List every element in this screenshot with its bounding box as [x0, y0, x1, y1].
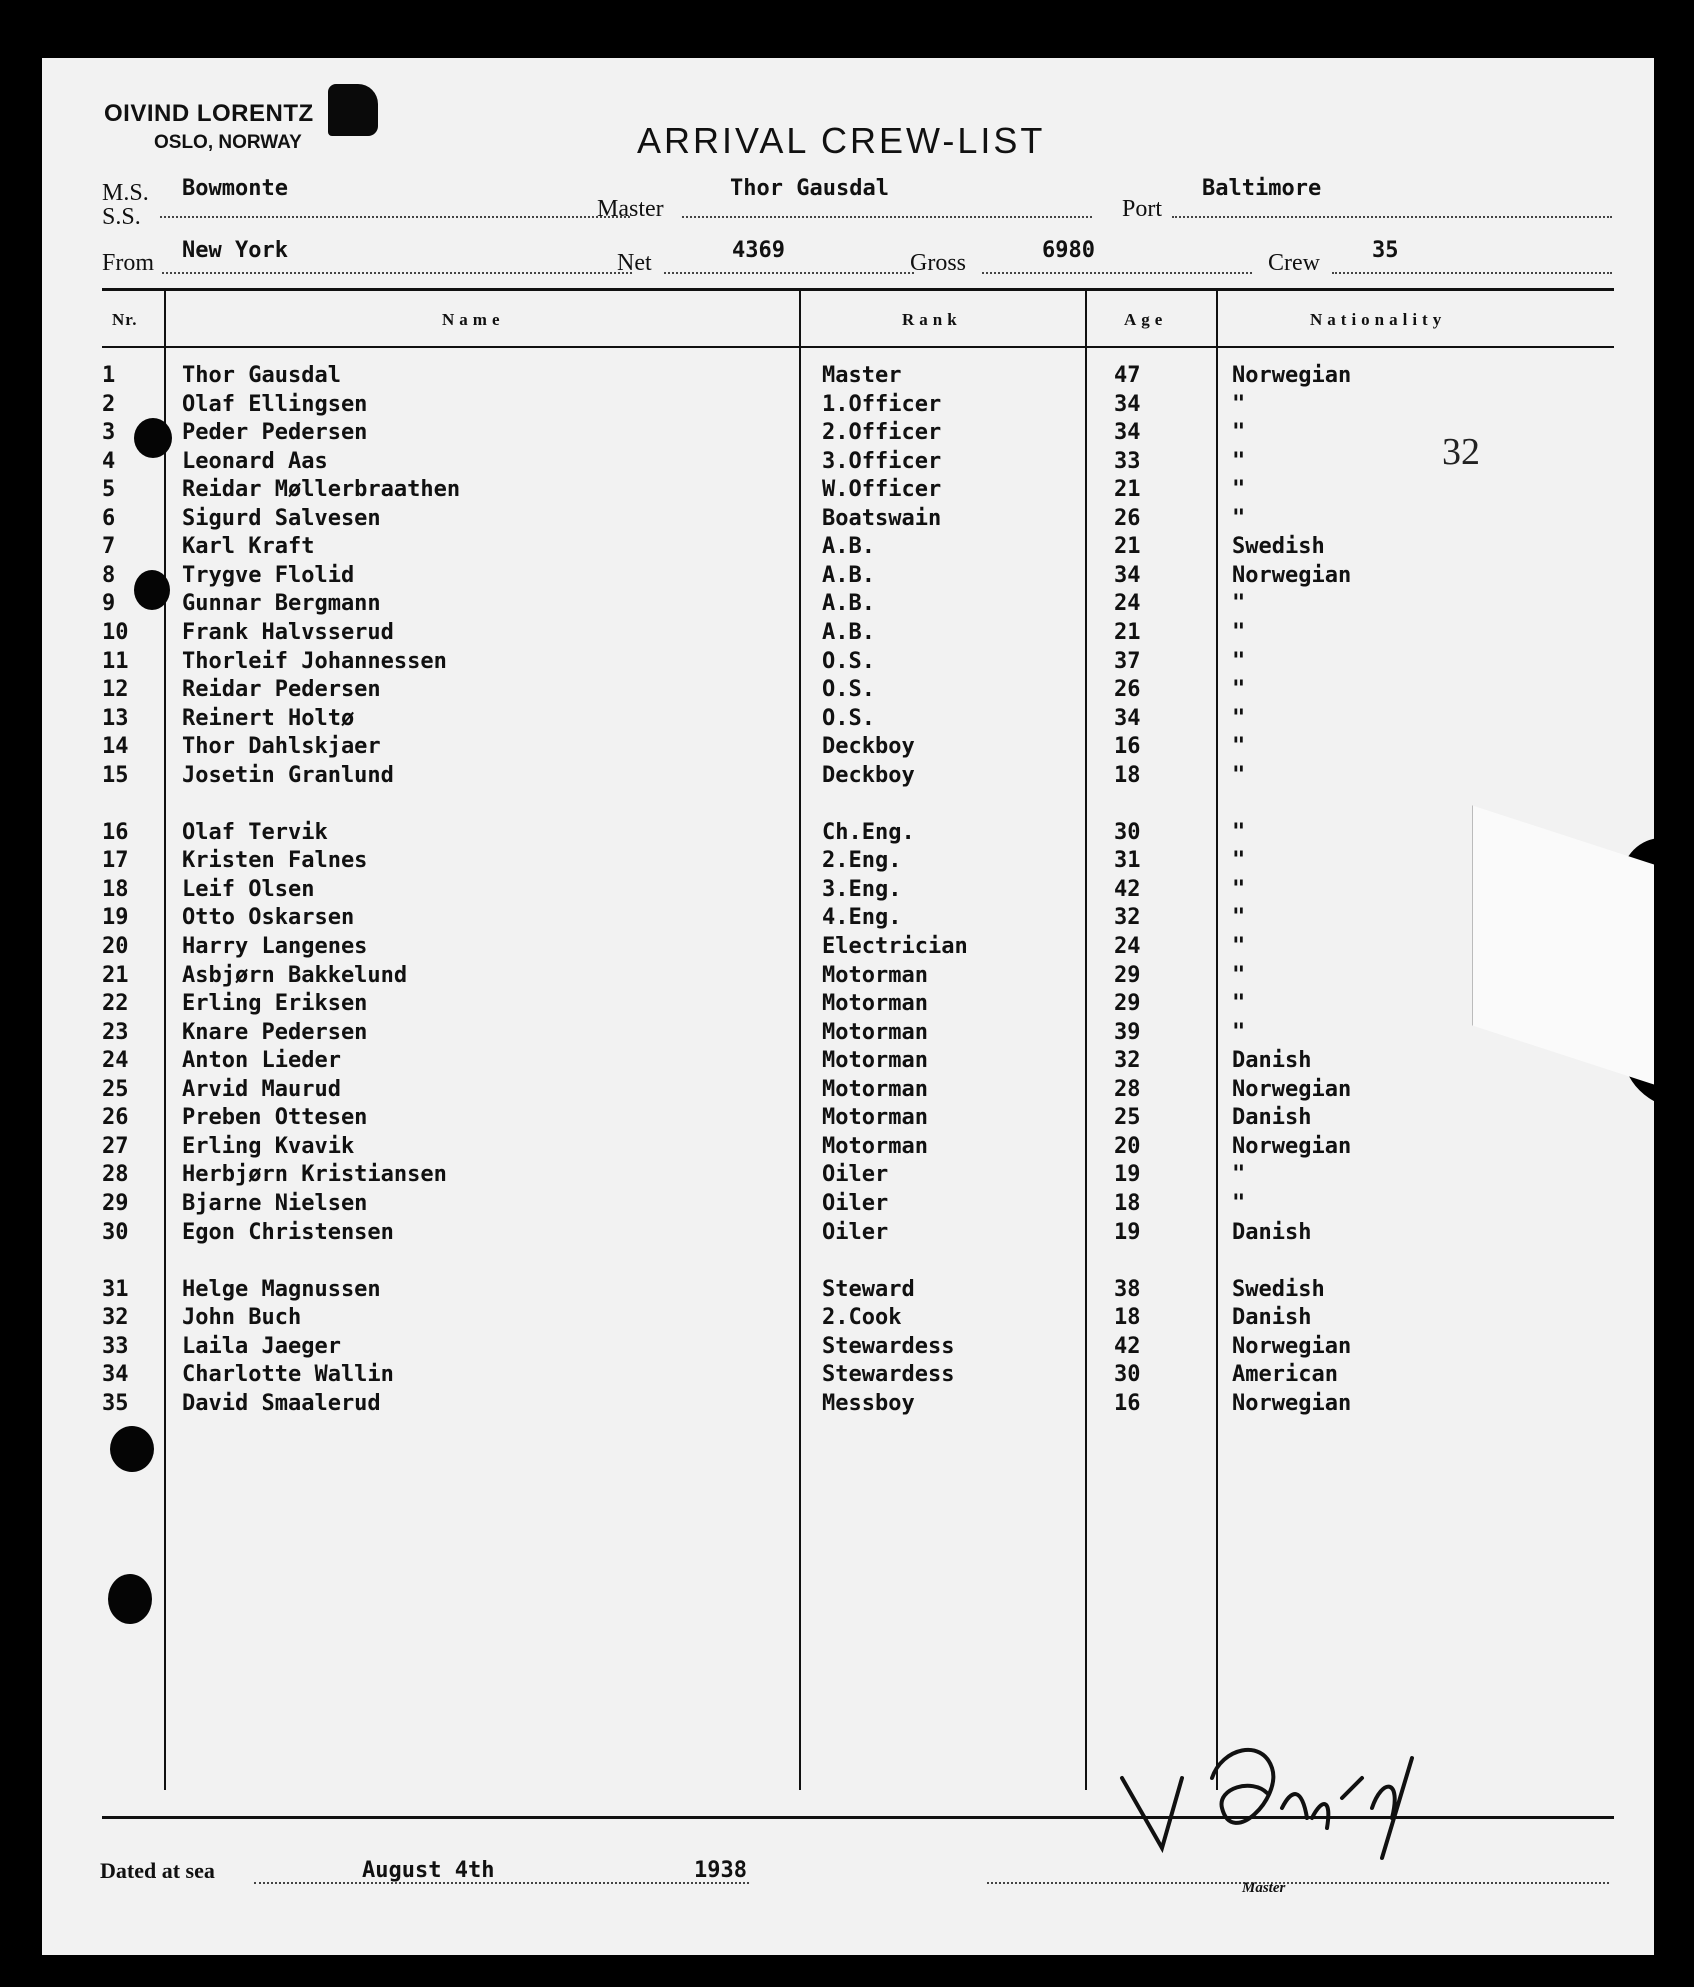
crew-age: 25 [1114, 1105, 1141, 1131]
crew-number: 27 [102, 1133, 129, 1159]
port-name: Baltimore [1202, 176, 1322, 201]
crew-number: 33 [102, 1333, 129, 1359]
crew-age: 20 [1114, 1133, 1141, 1159]
crew-rank: Oiler [822, 1162, 889, 1188]
crew-name: Karl Kraft [182, 534, 315, 560]
company-city: OSLO, NORWAY [154, 132, 302, 153]
crew-nationality: " [1232, 448, 1246, 474]
crew-age: 42 [1114, 1333, 1141, 1359]
table-row [42, 1391, 1654, 1420]
crew-number: 1 [102, 363, 116, 388]
crew-number: 32 [102, 1305, 129, 1331]
crew-name: Thor Dahlskjaer [182, 734, 381, 760]
crew-age: 34 [1114, 705, 1141, 731]
table-top-rule [102, 288, 1614, 291]
ms-label: M.S. [102, 180, 149, 206]
table-row [42, 620, 1654, 649]
crew-nationality: Swedish [1232, 534, 1325, 560]
crew-nationality: Danish [1232, 1105, 1312, 1131]
crew-name: Sigurd Salvesen [182, 505, 381, 531]
crew-rank: Oiler [822, 1219, 889, 1245]
crew-rank: Boatswain [822, 505, 942, 531]
crew-age: 34 [1114, 562, 1141, 588]
crew-nationality: " [1232, 934, 1246, 959]
crew-number: 9 [102, 591, 116, 617]
crew-name: Herbjørn Kristiansen [182, 1162, 447, 1188]
crew-number: 12 [102, 677, 129, 703]
from-label: From [102, 250, 155, 276]
crew-rank: Motorman [822, 1133, 928, 1159]
crew-rank: O.S. [822, 677, 875, 703]
crew-age: 24 [1114, 934, 1141, 959]
table-row [42, 591, 1654, 620]
table-row [42, 877, 1654, 906]
table-row [42, 1334, 1654, 1363]
crew-nationality: Danish [1232, 1048, 1312, 1074]
from-port: New York [182, 238, 288, 263]
signature-dotted-line [987, 1882, 1609, 1884]
table-row [42, 1134, 1654, 1163]
port-label: Port [1122, 196, 1163, 222]
master-dotted-line [682, 216, 1092, 218]
from-dotted-line [162, 272, 632, 274]
crew-rank: Stewardess [822, 1362, 955, 1388]
crew-nationality: " [1232, 962, 1246, 988]
crew-number: 25 [102, 1076, 129, 1102]
punch-hole [108, 1574, 152, 1624]
crew-nationality: " [1232, 876, 1246, 902]
crew-nationality: " [1232, 905, 1246, 931]
crew-number: 31 [102, 1276, 129, 1302]
crew-number: 30 [102, 1219, 129, 1245]
crew-number: 34 [102, 1362, 129, 1388]
table-row [42, 991, 1654, 1020]
crew-nationality: " [1232, 505, 1246, 531]
crew-age: 21 [1114, 477, 1141, 503]
crew-name: Reinert Holtø [182, 705, 355, 731]
crew-nationality: " [1232, 1019, 1246, 1045]
gross-dotted-line [982, 272, 1252, 274]
year-value: 1938 [694, 1858, 747, 1883]
crew-name: Erling Kvavik [182, 1133, 355, 1159]
crew-name: Peder Pedersen [182, 420, 368, 446]
table-row [42, 392, 1654, 421]
crew-name: Josetin Granlund [182, 762, 394, 788]
col-header-no: Nr. [112, 310, 138, 329]
crew-name: Helge Magnussen [182, 1276, 381, 1302]
document-title: ARRIVAL CREW-LIST [637, 120, 1046, 161]
crew-rank: Steward [822, 1276, 915, 1302]
table-row [42, 820, 1654, 849]
crew-name: Reidar Pedersen [182, 677, 381, 703]
table-row [42, 563, 1654, 592]
crew-nationality: " [1232, 991, 1246, 1017]
crew-name: John Buch [182, 1305, 302, 1331]
crew-nationality: " [1232, 1190, 1246, 1216]
crew-age: 18 [1114, 762, 1141, 788]
crew-nationality: " [1232, 591, 1246, 617]
crew-age: 34 [1114, 391, 1141, 417]
master-name: Thor Gausdal [730, 176, 889, 201]
crew-number: 4 [102, 448, 116, 474]
crew-number: 23 [102, 1019, 129, 1045]
table-row [42, 363, 1654, 392]
table-row [42, 734, 1654, 763]
crew-age: 26 [1114, 677, 1141, 703]
master-label: Master [597, 196, 664, 222]
crew-list-document [42, 58, 1654, 1955]
crew-rank: 3.Eng. [822, 876, 902, 902]
crew-age: 30 [1114, 819, 1141, 845]
crew-number: 10 [102, 619, 129, 645]
crew-age: 18 [1114, 1305, 1141, 1331]
crew-rank: A.B. [822, 619, 875, 645]
table-row [42, 963, 1654, 992]
crew-number: 3 [102, 420, 116, 446]
gross-tonnage: 6980 [1042, 238, 1095, 263]
crew-rank: 2.Eng. [822, 848, 902, 874]
crew-number: 2 [102, 391, 116, 417]
date-dotted-line [254, 1882, 749, 1884]
crew-rank: Master [822, 363, 902, 388]
crew-name: Otto Oskarsen [182, 905, 355, 931]
crew-name: Kristen Falnes [182, 848, 368, 874]
crew-rank: Motorman [822, 1019, 928, 1045]
table-row [42, 1220, 1654, 1249]
table-row [42, 1105, 1654, 1134]
crew-nationality: " [1232, 420, 1246, 446]
company-name: OIVIND LORENTZ [104, 100, 314, 127]
table-row [42, 1077, 1654, 1106]
master-signature [1082, 1738, 1442, 1868]
crew-rank: W.Officer [822, 477, 942, 503]
crew-nationality: Danish [1232, 1219, 1312, 1245]
table-row [42, 477, 1654, 506]
table-row [42, 1020, 1654, 1049]
crew-number: 24 [102, 1048, 129, 1074]
crew-age: 19 [1114, 1219, 1141, 1245]
table-row [42, 1277, 1654, 1306]
crew-number: 15 [102, 762, 129, 788]
gross-label: Gross [910, 250, 967, 276]
crew-name: Olaf Tervik [182, 819, 328, 845]
crew-name: Leif Olsen [182, 876, 315, 902]
table-row [42, 1248, 1654, 1277]
table-row [42, 1191, 1654, 1220]
crew-name: Gunnar Bergmann [182, 591, 381, 617]
punch-hole [134, 570, 170, 610]
crew-name: Reidar Møllerbraathen [182, 477, 461, 503]
crew-nationality: " [1232, 619, 1246, 645]
crew-name: Charlotte Wallin [182, 1362, 394, 1388]
crew-number: 6 [102, 505, 116, 531]
ship-dotted-line [160, 216, 630, 218]
crew-name: Preben Ottesen [182, 1105, 368, 1131]
crew-nationality: Norwegian [1232, 562, 1352, 588]
crew-nationality: Norwegian [1232, 1076, 1352, 1102]
crew-nationality: Norwegian [1232, 1333, 1352, 1359]
crew-rank: 2.Cook [822, 1305, 902, 1331]
crew-name: Harry Langenes [182, 934, 368, 959]
crew-number: 17 [102, 848, 129, 874]
crew-number: 7 [102, 534, 116, 560]
crew-age: 47 [1114, 363, 1141, 388]
crew-name: Egon Christensen [182, 1219, 394, 1245]
crew-rank: Oiler [822, 1190, 889, 1216]
crew-number: 22 [102, 991, 129, 1017]
table-row [42, 934, 1654, 963]
crew-age: 29 [1114, 991, 1141, 1017]
crew-age: 28 [1114, 1076, 1141, 1102]
crew-age: 18 [1114, 1190, 1141, 1216]
crew-number: 5 [102, 477, 116, 503]
page-number: 32 [1442, 431, 1480, 473]
crew-nationality: " [1232, 677, 1246, 703]
date-value: August 4th [362, 1858, 495, 1883]
table-row [42, 534, 1654, 563]
port-dotted-line [1172, 216, 1612, 218]
table-row [42, 763, 1654, 792]
table-row [42, 506, 1654, 535]
crew-nationality: " [1232, 477, 1246, 503]
table-row [42, 1305, 1654, 1334]
crew-nationality: Swedish [1232, 1276, 1325, 1302]
table-row [42, 649, 1654, 678]
crew-age: 32 [1114, 1048, 1141, 1074]
col-header-rank: Rank [902, 310, 962, 329]
crew-number: 20 [102, 934, 129, 959]
col-header-name: Name [442, 310, 505, 329]
crew-nationality: " [1232, 648, 1246, 674]
crew-age: 21 [1114, 534, 1141, 560]
crew-rank: Motorman [822, 1048, 928, 1074]
table-row [42, 1162, 1654, 1191]
crew-name: Olaf Ellingsen [182, 391, 368, 417]
crew-count: 35 [1372, 238, 1399, 263]
crew-number: 29 [102, 1190, 129, 1216]
crew-rank: Electrician [822, 934, 968, 959]
crew-rank: Deckboy [822, 734, 915, 760]
crew-age: 34 [1114, 420, 1141, 446]
crew-nationality: " [1232, 705, 1246, 731]
table-row [42, 905, 1654, 934]
crew-nationality: " [1232, 734, 1246, 760]
crew-age: 26 [1114, 505, 1141, 531]
crew-name: Leonard Aas [182, 448, 328, 474]
crew-name: Laila Jaeger [182, 1333, 341, 1359]
crew-rank: Deckboy [822, 762, 915, 788]
company-header [104, 100, 314, 154]
table-row [42, 848, 1654, 877]
crew-rank: Messboy [822, 1390, 915, 1416]
crew-nationality: " [1232, 1162, 1246, 1188]
col-header-age: Age [1124, 310, 1168, 329]
net-dotted-line [664, 272, 914, 274]
table-row [42, 677, 1654, 706]
punch-hole [134, 418, 172, 458]
crew-age: 37 [1114, 648, 1141, 674]
crew-age: 39 [1114, 1019, 1141, 1045]
crew-rank: Ch.Eng. [822, 819, 915, 845]
crew-rank: 2.Officer [822, 420, 942, 446]
crew-nationality: " [1232, 819, 1246, 845]
crew-age: 24 [1114, 591, 1141, 617]
ink-blot [328, 84, 378, 136]
crew-name: David Smaalerud [182, 1390, 381, 1416]
crew-name: Arvid Maurud [182, 1076, 341, 1102]
crew-name: Erling Eriksen [182, 991, 368, 1017]
crew-number: 14 [102, 734, 129, 760]
crew-number: 21 [102, 962, 129, 988]
crew-name: Frank Halvsserud [182, 619, 394, 645]
crew-age: 33 [1114, 448, 1141, 474]
table-row [42, 1048, 1654, 1077]
crew-number: 19 [102, 905, 129, 931]
table-row [42, 706, 1654, 735]
crew-name: Asbjørn Bakkelund [182, 962, 408, 988]
crew-number: 18 [102, 876, 129, 902]
table-header-rule [102, 346, 1614, 348]
ship-name: Bowmonte [182, 176, 288, 201]
dated-label: Dated at sea [100, 1858, 215, 1883]
crew-rank: 4.Eng. [822, 905, 902, 931]
crew-number: 26 [102, 1105, 129, 1131]
crew-age: 31 [1114, 848, 1141, 874]
crew-rank: Motorman [822, 1105, 928, 1131]
crew-age: 21 [1114, 619, 1141, 645]
crew-dotted-line [1332, 272, 1612, 274]
net-label: Net [617, 250, 652, 276]
crew-rank: 3.Officer [822, 448, 942, 474]
crew-age: 42 [1114, 876, 1141, 902]
crew-rank: O.S. [822, 705, 875, 731]
crew-nationality: Norwegian [1232, 1390, 1352, 1416]
crew-number: 35 [102, 1390, 129, 1416]
crew-age: 19 [1114, 1162, 1141, 1188]
ss-label: S.S. [102, 204, 141, 230]
crew-nationality: Norwegian [1232, 1133, 1352, 1159]
crew-number: 11 [102, 648, 129, 674]
crew-name: Trygve Flolid [182, 562, 355, 588]
crew-rank: Motorman [822, 991, 928, 1017]
crew-rank: 1.Officer [822, 391, 942, 417]
signature-label: Master [1242, 1880, 1286, 1896]
crew-number: 8 [102, 562, 116, 588]
crew-label: Crew [1268, 250, 1320, 276]
crew-rank: A.B. [822, 534, 875, 560]
table-row [42, 1362, 1654, 1391]
crew-age: 29 [1114, 962, 1141, 988]
table-row [42, 449, 1654, 478]
crew-nationality: " [1232, 762, 1246, 788]
crew-age: 30 [1114, 1362, 1141, 1388]
crew-name: Thorleif Johannessen [182, 648, 447, 674]
crew-name: Anton Lieder [182, 1048, 341, 1074]
crew-rank: Motorman [822, 1076, 928, 1102]
crew-name: Thor Gausdal [182, 363, 341, 388]
crew-rank: Motorman [822, 962, 928, 988]
punch-hole [110, 1426, 154, 1472]
crew-number: 13 [102, 705, 129, 731]
crew-rank: A.B. [822, 591, 875, 617]
crew-nationality: Norwegian [1232, 363, 1352, 388]
crew-number: 16 [102, 819, 129, 845]
crew-rank: Stewardess [822, 1333, 955, 1359]
col-header-nationality: Nationality [1310, 310, 1447, 329]
crew-name: Bjarne Nielsen [182, 1190, 368, 1216]
crew-age: 32 [1114, 905, 1141, 931]
crew-number: 28 [102, 1162, 129, 1188]
table-row [42, 791, 1654, 820]
crew-nationality: Danish [1232, 1305, 1312, 1331]
crew-name: Knare Pedersen [182, 1019, 368, 1045]
crew-nationality: " [1232, 391, 1246, 417]
crew-rank: O.S. [822, 648, 875, 674]
crew-age: 16 [1114, 1390, 1141, 1416]
crew-rank: A.B. [822, 562, 875, 588]
crew-age: 16 [1114, 734, 1141, 760]
table-row [42, 420, 1654, 449]
net-tonnage: 4369 [732, 238, 785, 263]
crew-nationality: American [1232, 1362, 1338, 1388]
crew-age: 38 [1114, 1276, 1141, 1302]
crew-nationality: " [1232, 848, 1246, 874]
